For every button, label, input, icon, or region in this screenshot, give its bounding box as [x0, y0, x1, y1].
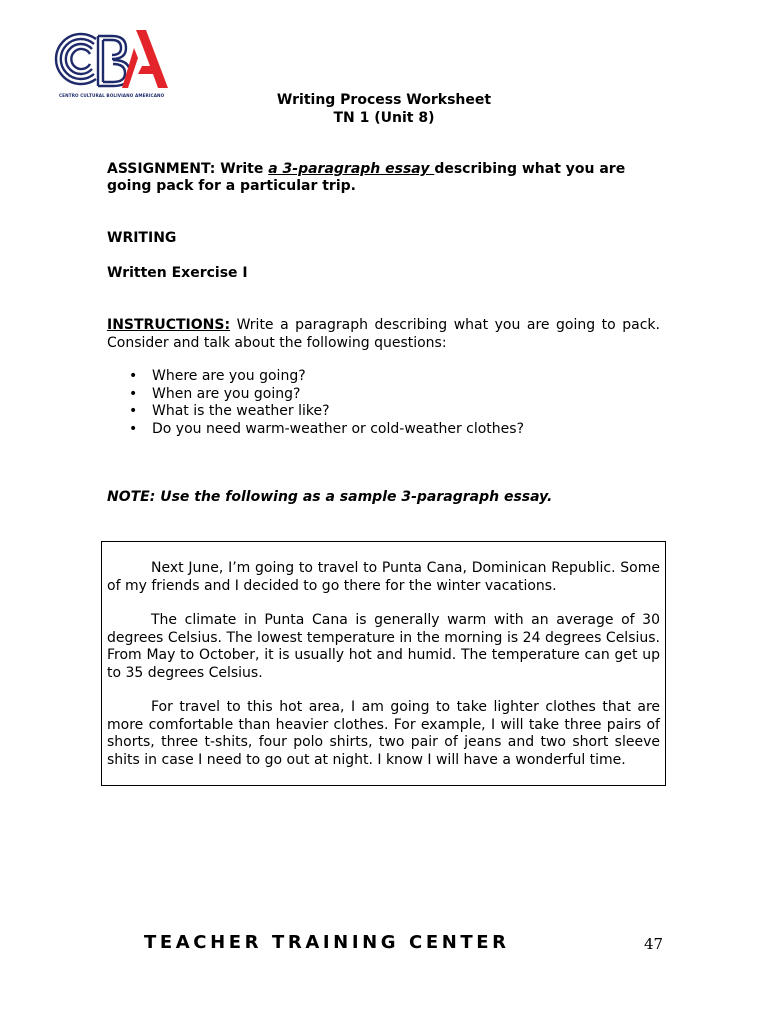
page-number: 47	[644, 935, 664, 953]
instructions-label: INSTRUCTIONS:	[107, 317, 231, 333]
worksheet-title: Writing Process Worksheet	[276, 92, 492, 108]
instructions	[107, 316, 660, 352]
footer-title: TEACHER TRAINING CENTER	[144, 932, 510, 953]
logo-caption: CENTRO CULTURAL BOLIVIANO AMERICANO	[59, 93, 165, 98]
essay-paragraph: Next June, I’m going to travel to Punta Cana, Dominican Republic. Some of my friends and I decided to go there for the winter vacations.	[107, 560, 660, 594]
question-item: • What is the weather like?	[107, 403, 524, 421]
cba-logo-mark	[50, 26, 172, 92]
sample-essay-box	[101, 541, 666, 786]
assignment	[107, 161, 667, 195]
question-list	[107, 368, 524, 438]
assignment-emphasis: a 3-paragraph essay	[268, 161, 435, 177]
assignment-label: ASSIGNMENT: Write	[107, 161, 269, 177]
section-heading: WRITING	[107, 230, 177, 246]
question-item: • When are you going?	[107, 386, 524, 404]
assignment-text: describing what you are going pack for a particular trip.	[107, 161, 626, 194]
question-item: • Do you need warm-weather or cold-weather clothes?	[107, 421, 524, 439]
question-item: • Where are you going?	[107, 368, 524, 386]
note: NOTE: Use the following as a sample 3-paragraph essay.	[107, 489, 553, 505]
essay-paragraph: For travel to this hot area, I am going to take lighter clothes that are more comfortable than heavier clothes. For example, I will take three pairs of shorts, three t-shits, four polo shirts, two pair of jeans and two short sleeve shits in case I need to go out at night. I know I will have a wonderful time.	[107, 699, 660, 768]
instructions-text: Write a paragraph describing what you are going to pack. Consider and talk about the following questions:	[107, 317, 660, 351]
exercise-heading: Written Exercise I	[107, 265, 248, 281]
worksheet-subtitle: TN 1 (Unit 8)	[333, 110, 435, 126]
essay-paragraph: The climate in Punta Cana is generally warm with an average of 30 degrees Celsius. The lowest temperature in the morning is 24 degrees Celsius. From May to October, it is usually hot and humid. The temperature can get up to 35 degrees Celsius.	[107, 612, 660, 681]
